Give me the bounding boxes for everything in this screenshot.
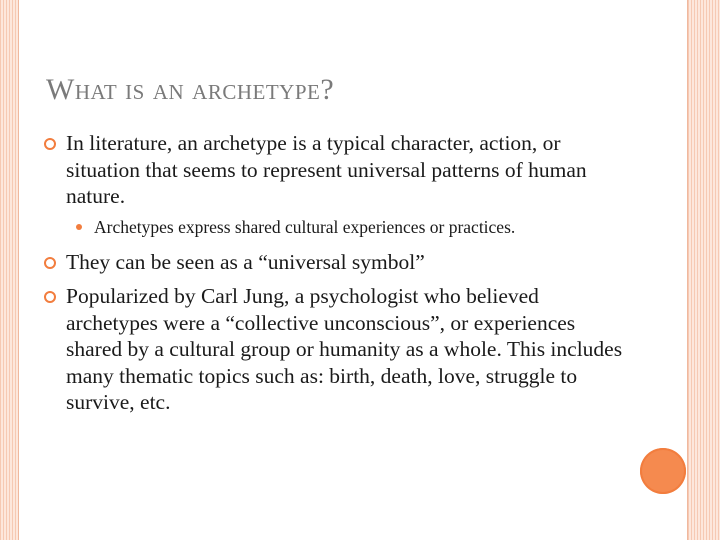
bullet-text: In literature, an archetype is a typical character, action, or situation that seems to represent universal patterns of human nature. (66, 131, 587, 208)
sub-bullet-item (74, 216, 624, 239)
ring-bullet-icon (44, 291, 56, 303)
ring-bullet-icon (44, 138, 56, 150)
slide-title: What is an archetype? (46, 73, 335, 106)
sub-bullet-text: Archetypes express shared cultural experiences or practices. (94, 216, 516, 237)
slide-content (44, 130, 624, 424)
bullet-text: They can be seen as a “universal symbol” (66, 249, 425, 274)
ring-bullet-icon (44, 257, 56, 269)
decorative-orange-circle (640, 448, 686, 494)
bullet-item (44, 283, 624, 416)
dot-bullet-icon (76, 224, 82, 230)
bullet-text: Popularized by Carl Jung, a psychologist who believed archetypes were a “collective unconscious”, or experiences shared by a cultural group or humanity as a whole. This includes many thematic topics such as: birth, death, love, struggle to survive, etc. (66, 284, 623, 414)
right-decorative-border (687, 0, 720, 540)
bullet-item (44, 249, 624, 276)
bullet-item (44, 130, 624, 210)
left-decorative-border (0, 0, 19, 540)
